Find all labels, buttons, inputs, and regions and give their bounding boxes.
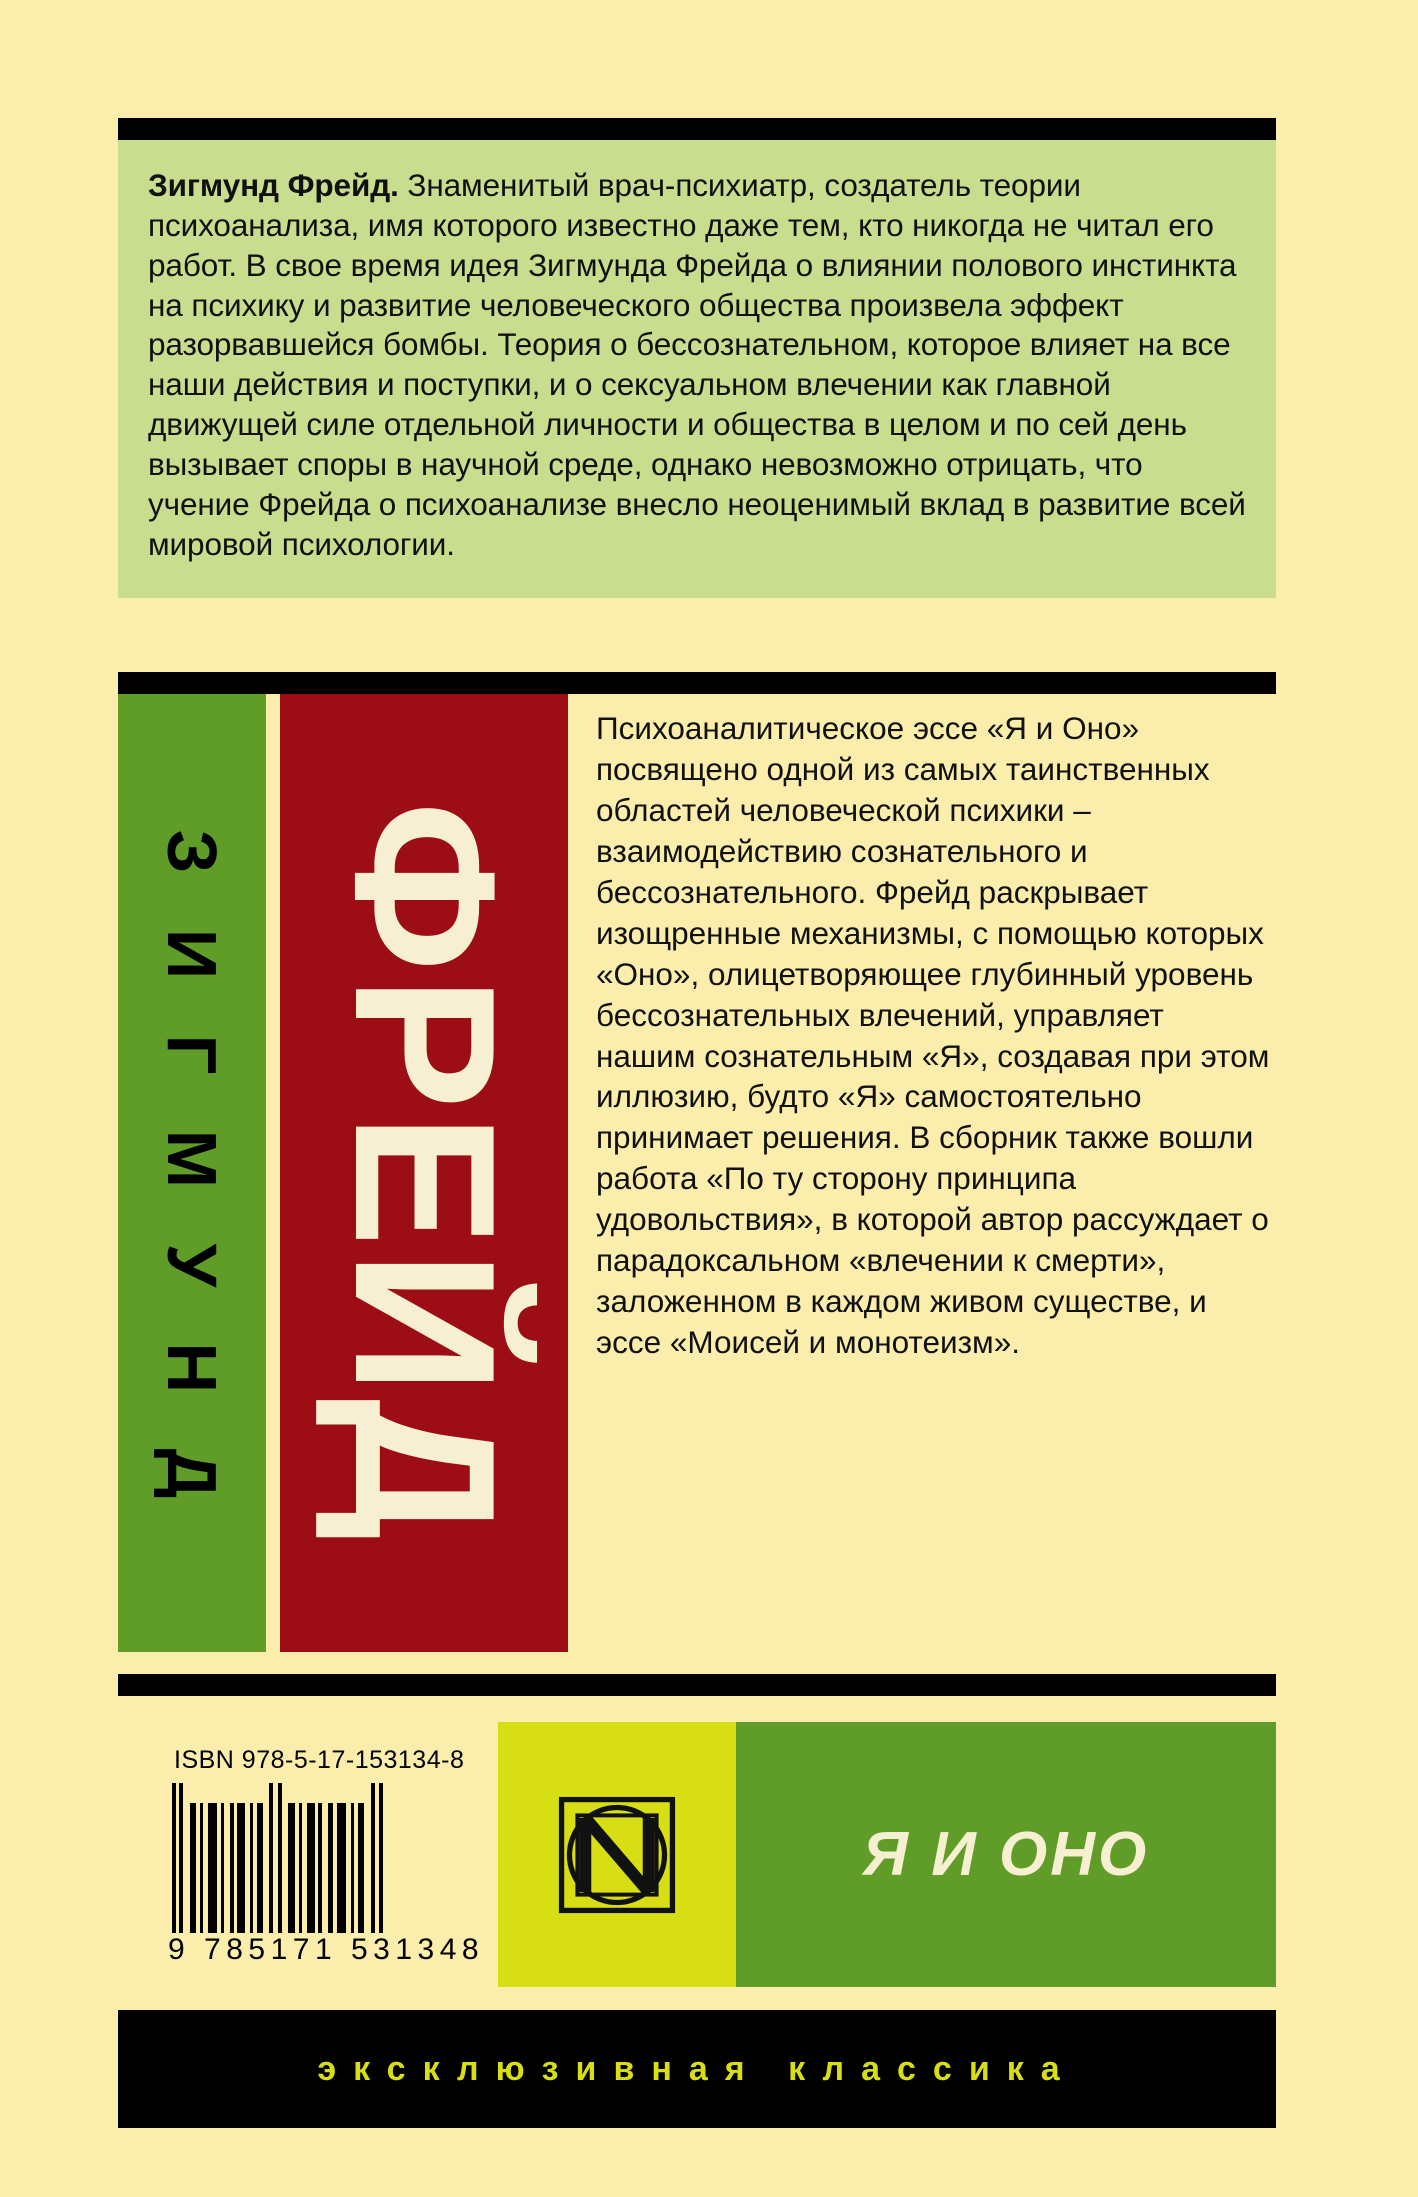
middle-band-inner xyxy=(118,694,1276,1652)
ast-publisher-icon xyxy=(551,1789,683,1921)
isbn-label: ISBN 978-5-17-153134-8 xyxy=(174,1746,465,1774)
author-blurb-body: Знаменитый врач-психиатр, создатель теории психоанализа, имя которого известно даже тем, кто никогда не читал его работ. В свое время идея Зигмунда Фрейда о влиянии полового инстинкта на психику и развитие человеческого общества произвела эффект разорвавшейся бомбы. Теория о бессознательном, которое влияет на все наши действия и поступки, и о сексуальном влечении как главной движущей силе отдельной личности и общества в целом и по сей день вызывает споры в научной среде, однако невозможно отрицать, что учение Фрейда о психоанализе внесло неоценимый вклад в развитие всей мировой психологии. xyxy=(148,167,1246,562)
series-name: эксклюзивная классика xyxy=(317,2049,1077,2088)
author-blurb-block xyxy=(118,118,1276,598)
annotation-block xyxy=(592,694,1276,1652)
spine-red-panel xyxy=(280,694,568,1652)
barcode-digits: 9 785171 531348 xyxy=(168,1933,485,1966)
publisher-logo-panel xyxy=(498,1722,736,1987)
annotation-text: Психоаналитическое эссе «Я и Оно» посвящено одной из самых таинственных областей человеческой психики – взаимодействию сознательного и бессознательного. Фрейд раскрывает изощренные механизмы, с помощью которых «Оно», олицетворяющее глубинный уровень бессознательных влечений, управляет нашим сознательным «Я», создавая при этом иллюзию, будто «Я» самостоятельно принимает решения. В сборник также вошли работа «По ту сторону принципа удовольствия», в которой автор рассуждает о парадоксальном «влечении к смерти», заложенном в каждом живом существе, и эссе «Моисей и монотеизм». xyxy=(596,710,1270,1361)
middle-band xyxy=(118,672,1276,1652)
barcode-block xyxy=(118,1722,498,1987)
spine-author-last-name: ФРЕЙД xyxy=(313,801,536,1545)
spine-green-panel xyxy=(118,694,266,1652)
spine-author-first-name: З И Г М У Н Д xyxy=(153,829,231,1517)
spine-gap-1 xyxy=(266,694,280,1652)
author-blurb-paragraph xyxy=(148,166,1246,564)
series-bar xyxy=(118,2010,1276,2128)
bottom-divider xyxy=(118,1674,1276,1696)
book-title: Я И ОНО xyxy=(862,1820,1150,1889)
spine-gap-2 xyxy=(568,694,592,1652)
bottom-row xyxy=(118,1722,1276,1987)
barcode-image xyxy=(172,1783,488,1933)
book-title-panel xyxy=(736,1722,1276,1987)
author-name-lead: Зигмунд Фрейд. xyxy=(148,167,399,203)
